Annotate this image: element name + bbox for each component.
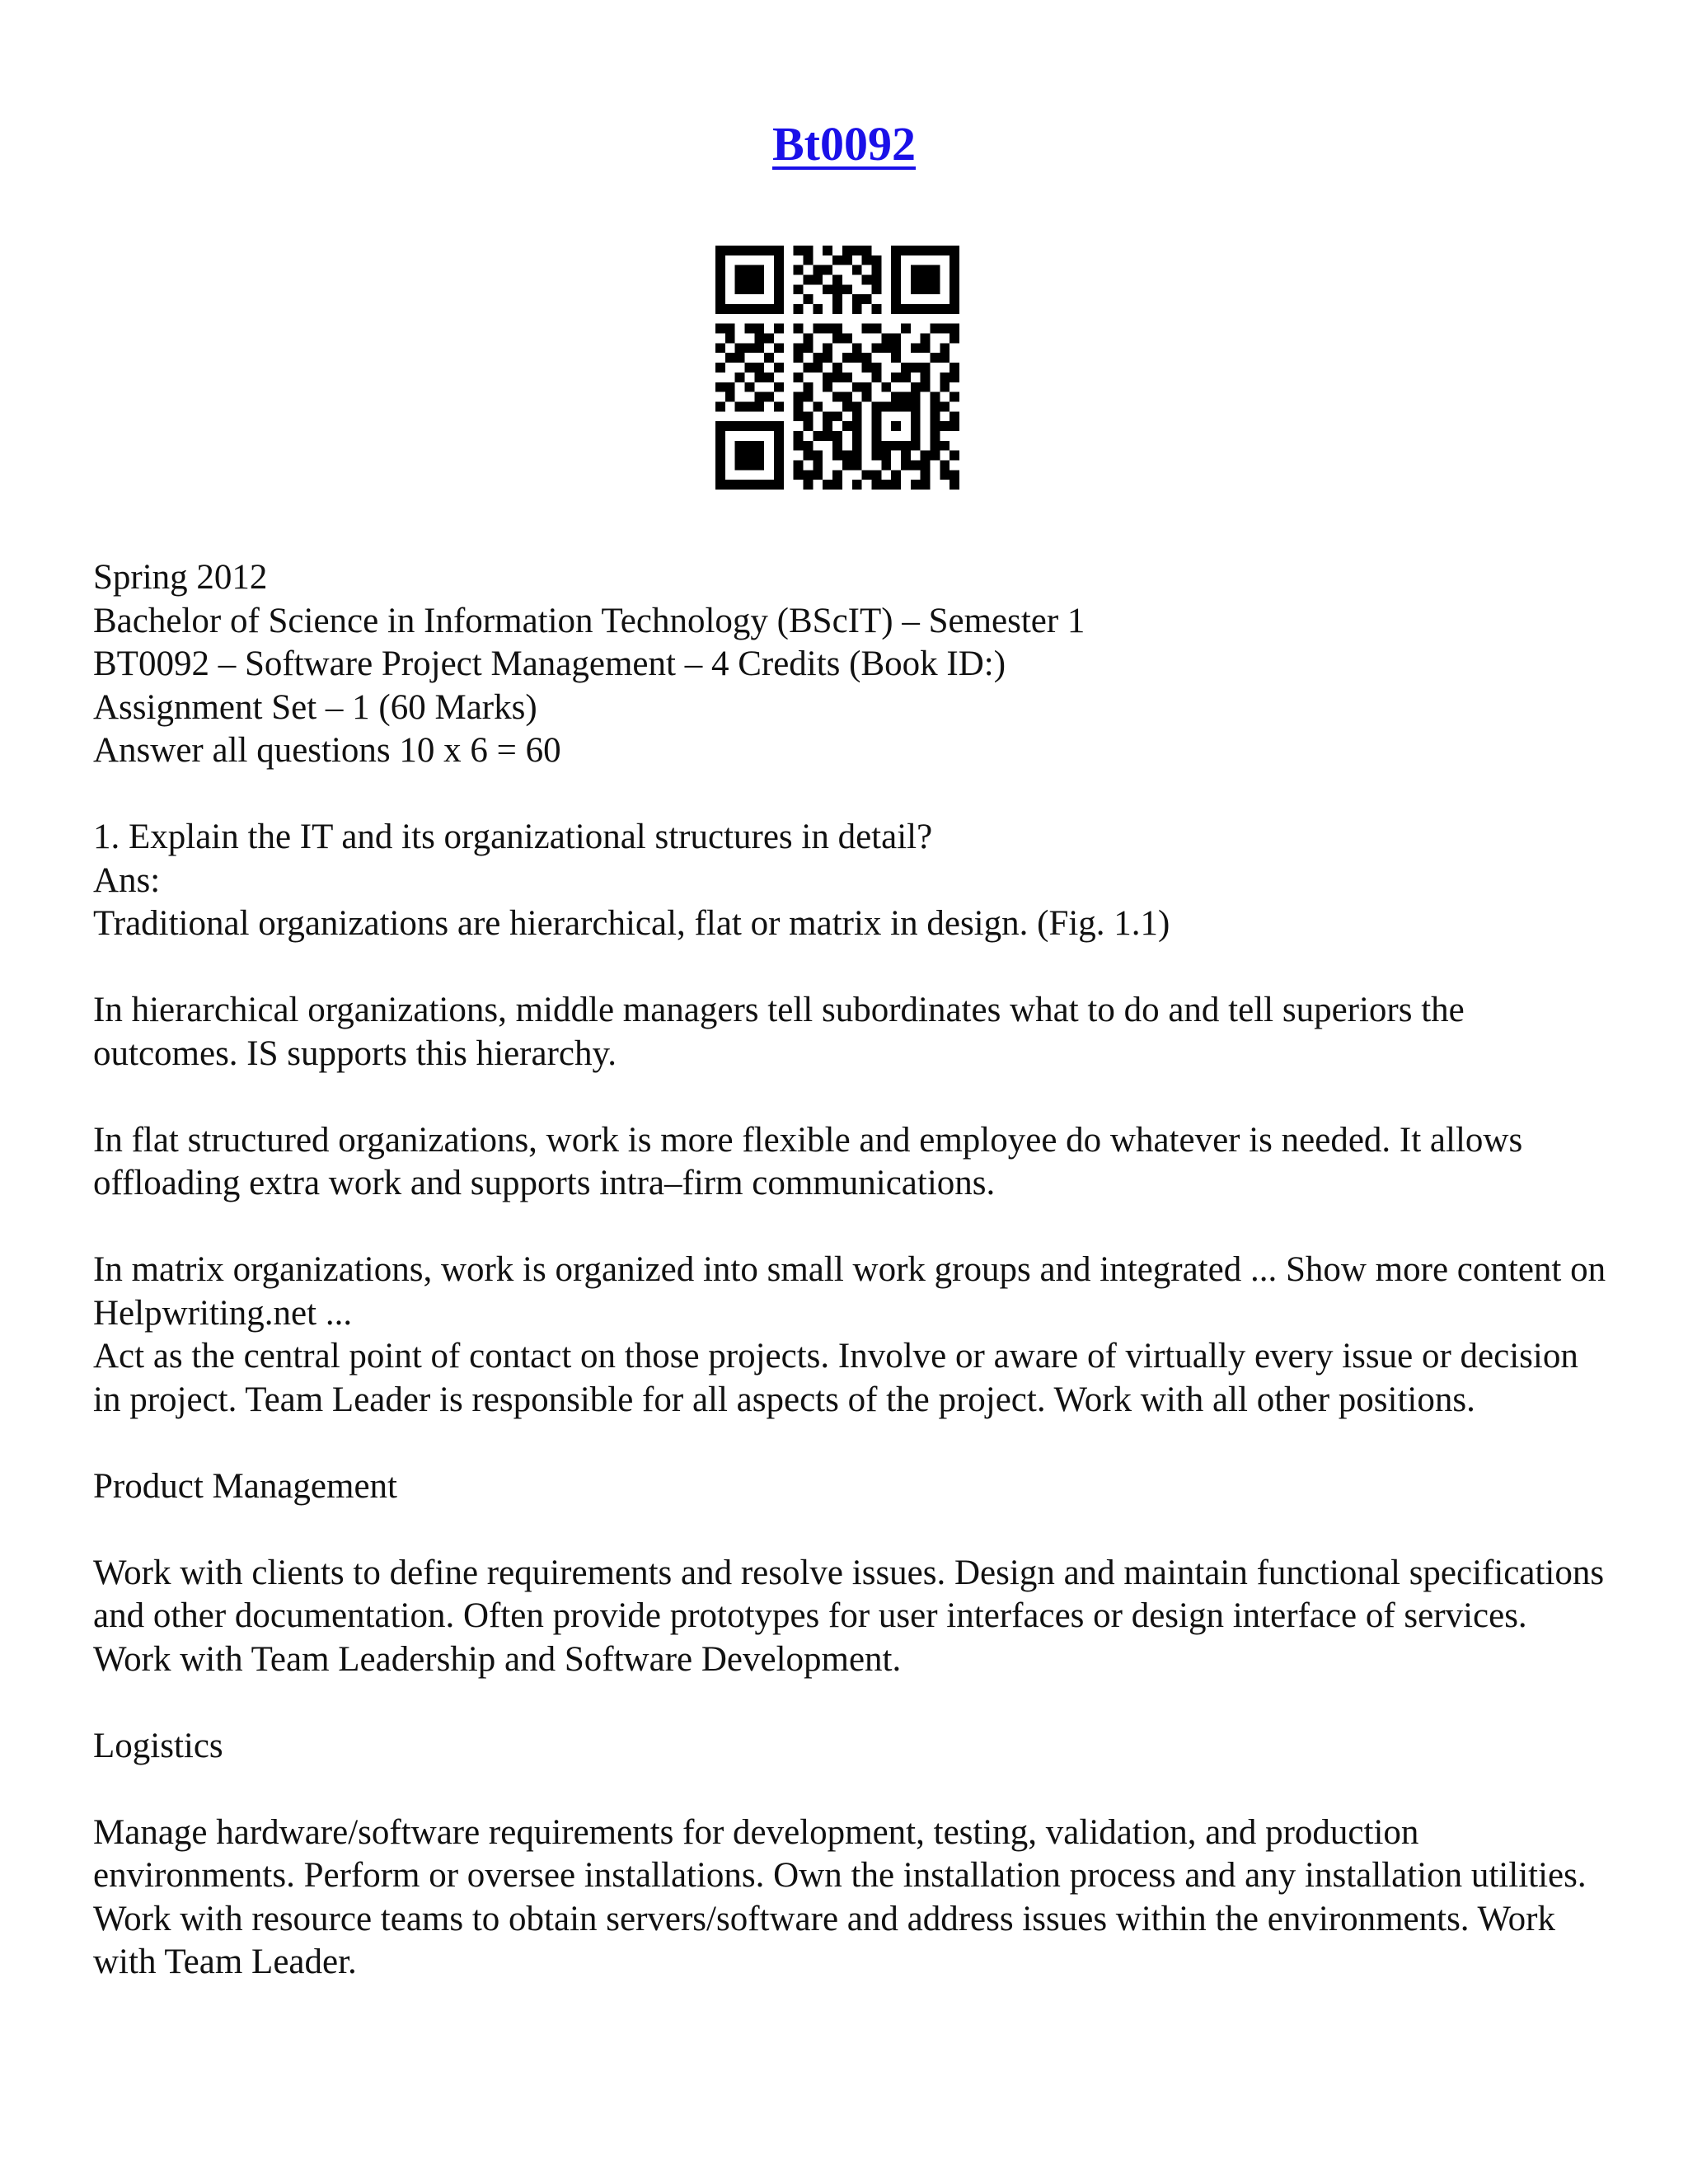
document-body xyxy=(93,556,1610,1985)
header-line-assignment: Assignment Set – 1 (60 Marks) xyxy=(93,687,537,727)
paragraph-traditional: Traditional organizations are hierarchical, flat or matrix in design. (Fig. 1.1) xyxy=(93,904,1170,943)
title-link[interactable]: Bt0092 xyxy=(772,117,916,171)
spacer xyxy=(93,1422,1610,1465)
header-line-program: Bachelor of Science in Information Technology (BScIT) – Semester 1 xyxy=(93,601,1085,640)
header-line-instructions: Answer all questions 10 x 6 = 60 xyxy=(93,731,561,770)
paragraph-hierarchical: In hierarchical organizations, middle managers tell subordinates what to do and tell superiors the outcomes. IS supports this hierarchy. xyxy=(93,991,1465,1073)
heading-logistics: Logistics xyxy=(93,1726,223,1765)
question-text: 1. Explain the IT and its organizational structures in detail? xyxy=(93,818,933,856)
spacer xyxy=(93,1508,1610,1552)
header-line-semester: Spring 2012 xyxy=(93,558,268,597)
paragraph-logistics-manage: Manage hardware/software requirements for development, testing, validation, and production environments. Perform or oversee installations. Own the installation process and any installation utilities. xyxy=(93,1812,1587,1895)
spacer xyxy=(93,773,1610,817)
spacer xyxy=(93,1681,1610,1725)
paragraph-team-leader: Act as the central point of contact on those projects. Involve or aware of virtually every issue or decision in project. Team Leader is responsible for all aspects of the project. Work with all other positions. xyxy=(93,1337,1578,1419)
paragraph-matrix: In matrix organizations, work is organized into small work groups and integrated ... Show more content on Helpwriting.net ... xyxy=(93,1250,1606,1333)
paragraph-flat: In flat structured organizations, work is more flexible and employee do whatever is needed. It allows offloading extra work and supports intra–firm communications. xyxy=(93,1120,1523,1202)
heading-product-management: Product Management xyxy=(93,1466,397,1506)
page-title xyxy=(0,115,1688,173)
header-line-course: BT0092 – Software Project Management – 4 Credits (Book ID:) xyxy=(93,644,1006,683)
answer-label: Ans: xyxy=(93,860,161,900)
paragraph-logistics-resources: Work with resource teams to obtain servers/software and address issues within the environments. Work with Team Leader. xyxy=(93,1899,1555,1981)
spacer xyxy=(93,1206,1610,1249)
spacer xyxy=(93,1768,1610,1811)
spacer xyxy=(93,946,1610,990)
paragraph-product-management: Work with clients to define requirements and resolve issues. Design and maintain functional specifications and other documentation. Often provide prototypes for user interfaces or design interface of services. Work with Team Leadership and Software Development. xyxy=(93,1553,1605,1679)
qr-code-image xyxy=(715,246,959,490)
spacer xyxy=(93,1076,1610,1119)
